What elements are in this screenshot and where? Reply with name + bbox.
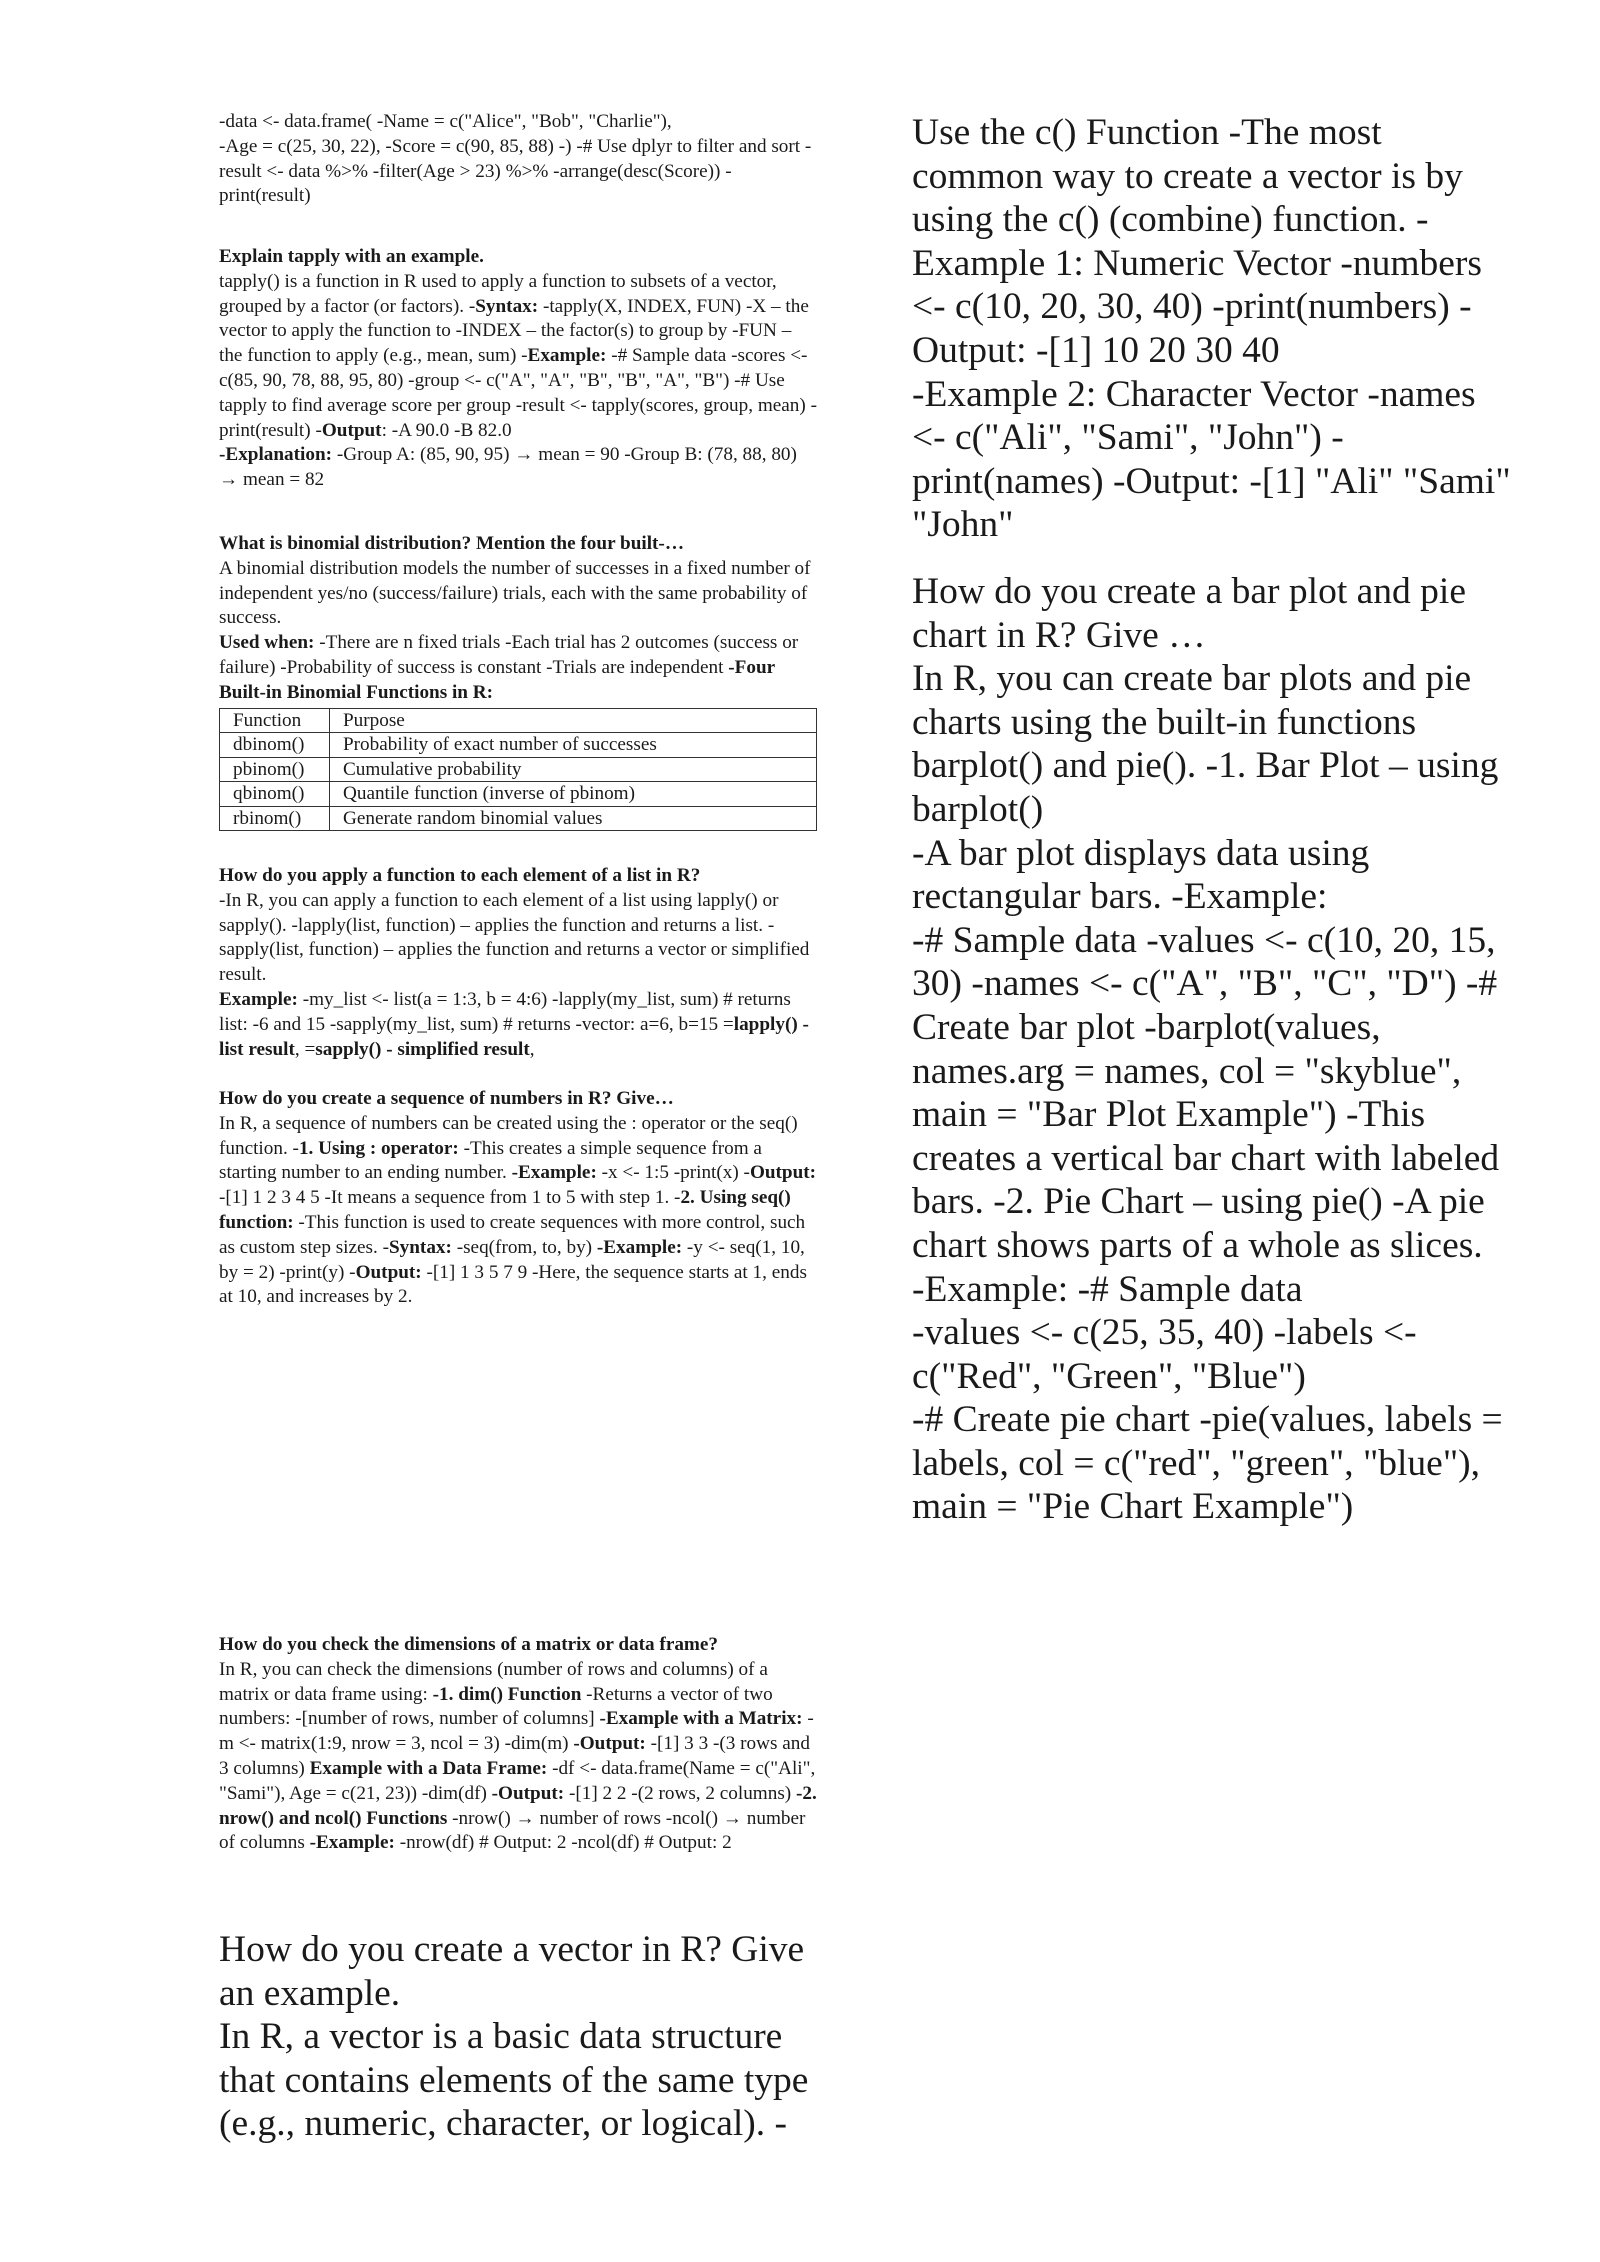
- table-cell: Quantile function (inverse of pbinom): [330, 782, 817, 807]
- c-function-text: Use the c() Function -The most common way to create a vector is by using the c() (combine) function. -Example 1: Numeric Vector -numbers <- c(10, 20, 30, 40) -print(numbers) -Output: -[1] 10 20 30 40: [912, 112, 1482, 371]
- tapply-section: [219, 245, 817, 493]
- tapply-body: tapply() is a function in R used to apply a function to subsets of a vector, grouped by a factor (or factors). -Syntax: -tapply(X, INDEX, FUN) -X – the vector to apply the function to -INDEX – the factor(s) to group by -FUN – the function to apply (e.g., mean, sum) -Example: -# Sample data -scores <- c(85, 90, 78, 88, 95, 80) -group <- c("A", "A", "B", "B", "A", "B") -# Use tapply to find average score per group -result <- tapply(scores, group, mean) -print(result) -Output: -A 90.0 -B 82.0: [219, 270, 817, 441]
- barplot-pie-text-4: -Example: -# Sample data: [912, 1268, 1303, 1310]
- lapply-section: [219, 864, 817, 1062]
- tapply-explanation: -Explanation: -Group A: (85, 90, 95) → mean = 90 -Group B: (78, 88, 80) → mean = 82: [219, 444, 797, 491]
- intro-text: -data <- data.frame( -Name = c("Alice", "Bob", "Charlie"), -Age = c(25, 30, 22), -Score = c(90, 85, 88) -) -# Use dplyr to filter and sort -result <- data %>% -filter(Age > 23) %>% -arrange(desc(Score)) -print(result): [219, 111, 812, 207]
- sequence-body: In R, a sequence of numbers can be created using the : operator or the seq() function. -1. Using : operator: -This creates a simple sequence from a starting number to an ending number. -Example: -x <- 1:5 -print(x) -Output: -[1] 1 2 3 4 5 -It means a sequence from 1 to 5 with step 1. -2. Using seq() function: -This function is used to create sequences with more control, such as custom step sizes. -Syntax: -seq(from, to, by) -Example: -y <- seq(1, 10, by = 2) -print(y) -Output: -[1] 1 3 5 7 9 -Here, the sequence starts at 1, ends at 10, and increases by 2.: [219, 1112, 817, 1308]
- lapply-heading: How do you apply a function to each element of a list in R?: [219, 865, 701, 886]
- table-header-cell: Purpose: [330, 708, 817, 733]
- vector-text: In R, a vector is a basic data structure that contains elements of the same type (e.g., numeric, character, or logical). -: [219, 2016, 809, 2145]
- table-cell: Generate random binomial values: [330, 806, 817, 831]
- dimensions-body: In R, you can check the dimensions (number of rows and columns) of a matrix or data frame using: -1. dim() Function -Returns a vector of two numbers: -[number of rows, number of columns] -Example with a Matrix: -m <- matrix(1:9, nrow = 3, ncol = 3) -dim(m) -Output: -[1] 3 3 -(3 rows and 3 columns) Example with a Data Frame: -df <- data.frame(Name = c("Ali", "Sami"), Age = c(21, 23)) -dim(df) -Output: -[1] 2 2 -(2 rows, 2 columns) -2. nrow() and ncol() Functions -nrow() → number of rows -ncol() → number of columns -Example: -nrow(df) # Output: 2 -ncol(df) # Output: 2: [219, 1658, 817, 1854]
- binomial-def: A binomial distribution models the number of successes in a fixed number of independent yes/no (success/failure) trials, each with the same probability of success.: [219, 557, 811, 629]
- barplot-pie-heading: How do you create a bar plot and pie chart in R? Give …: [912, 571, 1466, 656]
- barplot-pie-text-3: -# Sample data -values <- c(10, 20, 15, 30) -names <- c("A", "B", "C", "D") -# Create bar plot -barplot(values, names.arg = names, col = "skyblue", main = "Bar Plot Example") -This creates a vertical bar chart with labeled bars. -2. Pie Chart – using pie() -A pie chart shows parts of a whole as slices.: [912, 919, 1500, 1266]
- table-header-row: [220, 708, 817, 733]
- table-row: [220, 733, 817, 758]
- table-row: [220, 806, 817, 831]
- table-cell: qbinom(): [220, 782, 330, 807]
- table-cell: Cumulative probability: [330, 757, 817, 782]
- barplot-pie-text-6: -# Create pie chart -pie(values, labels = labels, col = c("red", "green", "blue"), main = "Pie Chart Example"): [912, 1399, 1503, 1528]
- vector-heading: How do you create a vector in R? Give an example.: [219, 1929, 805, 2014]
- table-row: [220, 782, 817, 807]
- table-cell: pbinom(): [220, 757, 330, 782]
- binomial-functions-table: [219, 708, 817, 832]
- lapply-def: -In R, you can apply a function to each element of a list using lapply() or sapply(). -lapply(list, function) – applies the function and returns a list. -sapply(list, function) – applies the function and returns a vector or simplified result.: [219, 889, 810, 986]
- barplot-pie-text-5: -values <- c(25, 35, 40) -labels <- c("Red", "Green", "Blue"): [912, 1312, 1417, 1397]
- c-function-section: [912, 111, 1512, 547]
- sequence-section: [219, 1087, 817, 1310]
- dimensions-section: [219, 1633, 817, 1856]
- dimensions-heading: How do you check the dimensions of a matrix or data frame?: [219, 1634, 719, 1655]
- table-cell: dbinom(): [220, 733, 330, 758]
- barplot-pie-text-1: In R, you can create bar plots and pie charts using the built-in functions barplot() and pie(). -1. Bar Plot – using barplot(): [912, 658, 1499, 830]
- tapply-heading: Explain tapply with an example.: [219, 246, 484, 267]
- lapply-example: Example: -my_list <- list(a = 1:3, b = 4:6) -lapply(my_list, sum) # returns list: -6 and 15 -sapply(my_list, sum) # returns -vector: a=6, b=15 =lapply() - list result, =sapply() - simplified result,: [219, 988, 809, 1060]
- barplot-pie-text-2: -A bar plot displays data using rectangular bars. -Example:: [912, 832, 1370, 918]
- table-header-cell: Function: [220, 708, 330, 733]
- sequence-heading: How do you create a sequence of numbers in R? Give…: [219, 1088, 674, 1109]
- barplot-pie-section: [912, 570, 1512, 1529]
- table-cell: Probability of exact number of successes: [330, 733, 817, 758]
- binomial-used: Used when: -There are n fixed trials -Each trial has 2 outcomes (success or failure) -Probability of success is constant -Trials are independent -Four Built-in Binomial Functions in R:: [219, 632, 799, 703]
- vector-section: [219, 1928, 819, 2146]
- binomial-heading: What is binomial distribution? Mention the four built-…: [219, 533, 685, 554]
- table-cell: rbinom(): [220, 806, 330, 831]
- intro-block: [219, 110, 817, 209]
- c-function-text-2: -Example 2: Character Vector -names <- c("Ali", "Sami", "John") -print(names) -Output: -[1] "Ali" "Sami" "John": [912, 373, 1511, 546]
- table-row: [220, 757, 817, 782]
- binomial-section: [219, 532, 817, 831]
